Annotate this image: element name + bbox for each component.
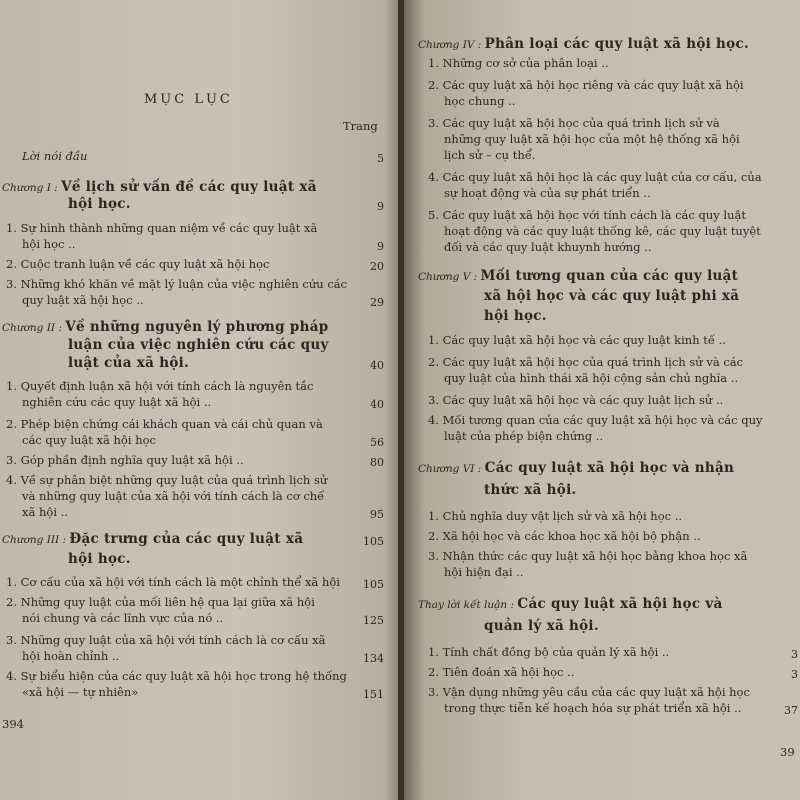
toc-entry bbox=[428, 334, 726, 347]
page-number: 5 bbox=[377, 152, 384, 165]
page-title: MỤC LỤC bbox=[144, 92, 233, 107]
section-text: và những quy luật của xã hội với tính cách là cơ chế bbox=[22, 489, 325, 503]
page-number: 29 bbox=[370, 296, 384, 309]
toc-entry bbox=[444, 241, 652, 254]
section-text: trong thực tiễn kế hoạch hóa sự phát triển xã hội .. bbox=[444, 701, 742, 715]
chapter-heading: hội học. bbox=[68, 196, 131, 212]
chapter-label: Chương III : bbox=[2, 534, 70, 546]
section-text: các quy luật xã hội học bbox=[22, 433, 156, 447]
section-text: hội học .. bbox=[22, 237, 76, 251]
toc-entry bbox=[484, 290, 739, 303]
page-number: 56 bbox=[370, 436, 384, 449]
section-text: sự hoạt động và của sự phát triển .. bbox=[444, 186, 651, 200]
toc-entry bbox=[22, 490, 324, 503]
section-text: 4. Về sự phân biệt những quy luật của quá trình lịch sử bbox=[6, 473, 328, 487]
toc-entry bbox=[484, 310, 547, 323]
section-text: 4. Mối tương quan của các quy luật xã hội học và các quy bbox=[428, 413, 763, 427]
chapter-label: Chương V : bbox=[418, 271, 481, 283]
toc-entry bbox=[6, 258, 270, 271]
section-text: 1. Cơ cấu của xã hội với tính cách là một chỉnh thể xã hội bbox=[6, 575, 340, 589]
toc-entry bbox=[22, 294, 144, 307]
page-number: 3 bbox=[791, 668, 798, 681]
section-text: 2. Tiên đoán xã hội học .. bbox=[428, 665, 575, 679]
page-column-header: Trang bbox=[343, 119, 378, 133]
section-text: 2. Những quy luật của mối liên hệ qua lại giữa xã hội bbox=[6, 595, 315, 609]
page-number: 134 bbox=[363, 652, 384, 665]
page-number: 105 bbox=[363, 578, 384, 591]
section-text: hoạt động và các quy luật thống kê, các quy luật tuyệt bbox=[444, 224, 761, 238]
section-text: 2. Cuộc tranh luận về các quy luật xã hội học bbox=[6, 257, 270, 271]
section-text: «xã hội — tự nhiên» bbox=[22, 685, 139, 699]
page-number: 125 bbox=[363, 614, 384, 627]
toc-entry bbox=[444, 133, 740, 146]
toc-entry bbox=[22, 238, 75, 251]
toc-entry bbox=[428, 171, 762, 184]
chapter-label: Chương IV : bbox=[418, 39, 485, 51]
chapter-heading: Phân loại các quy luật xã hội học. bbox=[484, 36, 749, 52]
toc-entry bbox=[428, 79, 744, 92]
toc-entry bbox=[6, 222, 317, 235]
page-folio: 394 bbox=[2, 717, 24, 731]
section-text: 2. Các quy luật xã hội học của quá trình lịch sử và các bbox=[428, 355, 744, 369]
toc-entry bbox=[22, 686, 138, 699]
section-text: hội hoàn chỉnh .. bbox=[22, 649, 120, 663]
toc-entry bbox=[6, 474, 327, 487]
chapter-heading: hội học. bbox=[484, 308, 547, 324]
toc-entry bbox=[428, 510, 682, 523]
toc-entry bbox=[68, 339, 329, 352]
toc-entry bbox=[444, 187, 651, 200]
page-number: 3 bbox=[791, 648, 798, 661]
chapter-heading: Mối tương quan của các quy luật bbox=[480, 268, 739, 284]
section-text: 1. Những cơ sở của phân loại .. bbox=[428, 56, 609, 70]
section-text: 5. Các quy luật xã hội học với tính cách là các quy luật bbox=[428, 208, 746, 222]
toc-entry bbox=[418, 598, 723, 612]
toc-entry bbox=[444, 430, 603, 443]
toc-entry bbox=[6, 670, 347, 683]
toc-entry bbox=[68, 198, 131, 211]
toc-entry bbox=[444, 149, 536, 162]
section-text: quy luật xã hội học .. bbox=[22, 293, 144, 307]
section-text: Lời nói đầu bbox=[22, 149, 88, 163]
section-text: lịch sử – cụ thể. bbox=[444, 148, 536, 162]
page-number: 151 bbox=[363, 688, 384, 701]
toc-entry bbox=[6, 454, 244, 467]
toc-entry bbox=[418, 462, 734, 476]
toc-entry bbox=[6, 634, 326, 647]
section-text: 3. Nhận thức các quy luật xã hội học bằng khoa học xã bbox=[428, 549, 748, 563]
section-text: 2. Các quy luật xã hội học riêng và các quy luật xã hội bbox=[428, 78, 744, 92]
toc-entry bbox=[428, 666, 574, 679]
chapter-label: Chương II : bbox=[2, 322, 66, 334]
section-text: luật của phép biện chứng .. bbox=[444, 429, 604, 443]
toc-entry bbox=[22, 396, 211, 409]
section-text: những quy luật xã hội học của một hệ thống xã hội bbox=[444, 132, 740, 146]
chapter-heading: Về những nguyên lý phương pháp bbox=[65, 319, 329, 335]
toc-entry bbox=[6, 380, 313, 393]
toc-entry bbox=[444, 225, 761, 238]
toc-entry bbox=[428, 646, 669, 659]
chapter-heading: Đặc trưng của các quy luật xã bbox=[69, 531, 304, 547]
section-text: 2. Xã hội học và các khoa học xã hội bộ phận .. bbox=[428, 529, 701, 543]
section-text: 3. Góp phần định nghĩa quy luật xã hội .. bbox=[6, 453, 244, 467]
page-number: 80 bbox=[370, 456, 384, 469]
chapter-heading: xã hội học và các quy luật phi xã bbox=[484, 288, 740, 304]
toc-entry bbox=[428, 414, 762, 427]
toc-entry bbox=[484, 484, 577, 497]
toc-entry bbox=[428, 530, 701, 543]
toc-entry bbox=[428, 57, 609, 70]
section-text: 1. Sự hình thành những quan niệm về các quy luật xã bbox=[6, 221, 318, 235]
section-text: quy luật của hình thái xã hội cộng sản chủ nghĩa .. bbox=[444, 371, 739, 385]
chapter-heading: thức xã hội. bbox=[484, 482, 577, 498]
section-text: nói chung và các lĩnh vực của nó .. bbox=[22, 611, 224, 625]
toc-entry bbox=[444, 702, 741, 715]
section-text: 4. Sự biểu hiện của các quy luật xã hội học trong hệ thống bbox=[6, 669, 347, 683]
toc-entry bbox=[428, 394, 723, 407]
page-number: 40 bbox=[370, 359, 384, 372]
page-number: 37 bbox=[784, 704, 798, 717]
chapter-heading: Các quy luật xã hội học và nhận bbox=[484, 460, 735, 476]
chapter-heading: luật của xã hội. bbox=[68, 355, 190, 371]
toc-entry bbox=[22, 612, 223, 625]
chapter-label: Thay lời kết luận : bbox=[418, 599, 518, 611]
section-text: 3. Những quy luật của xã hội với tính cách là cơ cấu xã bbox=[6, 633, 326, 647]
toc-entry bbox=[428, 209, 746, 222]
page-number: 20 bbox=[370, 260, 384, 273]
chapter-label: Chương VI : bbox=[418, 463, 485, 475]
section-text: 2. Phép biện chứng cái khách quan và cái chủ quan và bbox=[6, 417, 323, 431]
section-text: đối và các quy luật khuynh hướng .. bbox=[444, 240, 652, 254]
chapter-label: Chương I : bbox=[2, 182, 62, 194]
page-number: 9 bbox=[377, 240, 384, 253]
toc-entry bbox=[444, 95, 515, 108]
section-text: học chung .. bbox=[444, 94, 516, 108]
section-text: 1. Tính chất đồng bộ của quản lý xã hội .. bbox=[428, 645, 670, 659]
section-text: nghiên cứu các quy luật xã hội .. bbox=[22, 395, 212, 409]
section-text: 1. Quyết định luận xã hội với tính cách là nguyên tắc bbox=[6, 379, 314, 393]
toc-entry bbox=[6, 278, 347, 291]
section-text: 3. Vận dụng những yêu cầu của các quy luật xã hội học bbox=[428, 685, 750, 699]
section-text: hội hiện đại .. bbox=[444, 565, 524, 579]
toc-entry bbox=[444, 372, 738, 385]
page-number: 105 bbox=[363, 535, 384, 548]
toc-entry bbox=[22, 434, 156, 447]
toc-entry bbox=[484, 620, 599, 633]
toc-entry bbox=[6, 596, 315, 609]
chapter-heading: Các quy luật xã hội học và bbox=[517, 596, 723, 612]
toc-entry bbox=[428, 550, 747, 563]
page-number: 9 bbox=[377, 200, 384, 213]
toc-entry bbox=[68, 357, 189, 370]
toc-entry bbox=[68, 553, 131, 566]
toc-entry bbox=[6, 576, 340, 589]
chapter-heading: quản lý xã hội. bbox=[484, 618, 599, 634]
page-folio: 39 bbox=[780, 745, 795, 759]
toc-entry bbox=[418, 270, 738, 284]
section-text: 4. Các quy luật xã hội học là các quy luật của cơ cấu, của bbox=[428, 170, 762, 184]
section-text: 3. Các quy luật xã hội học và các quy luật lịch sử .. bbox=[428, 393, 724, 407]
toc-entry bbox=[2, 533, 303, 547]
page-number: 95 bbox=[370, 508, 384, 521]
section-text: xã hội .. bbox=[22, 505, 68, 519]
chapter-heading: luận của việc nghiên cứu các quy bbox=[68, 337, 329, 353]
toc-entry bbox=[2, 321, 329, 335]
section-text: 1. Các quy luật xã hội học và các quy luật kinh tế .. bbox=[428, 333, 726, 347]
toc-entry bbox=[428, 686, 750, 699]
toc-entry bbox=[418, 38, 749, 52]
toc-entry bbox=[428, 356, 743, 369]
toc-entry bbox=[444, 566, 523, 579]
section-text: 3. Những khó khăn về mặt lý luận của việc nghiên cứu các bbox=[6, 277, 348, 291]
chapter-heading: Về lịch sử vấn đề các quy luật xã bbox=[61, 179, 317, 195]
chapter-heading: hội học. bbox=[68, 551, 131, 567]
toc-entry bbox=[2, 181, 317, 195]
section-text: 3. Các quy luật xã hội học của quá trình lịch sử và bbox=[428, 116, 720, 130]
page-number: 40 bbox=[370, 398, 384, 411]
toc-entry bbox=[6, 418, 323, 431]
toc-entry bbox=[22, 150, 87, 163]
toc-entry bbox=[22, 650, 119, 663]
section-text: 1. Chủ nghĩa duy vật lịch sử và xã hội học .. bbox=[428, 509, 683, 523]
right-page bbox=[404, 0, 800, 800]
toc-entry bbox=[428, 117, 720, 130]
toc-entry bbox=[22, 506, 68, 519]
